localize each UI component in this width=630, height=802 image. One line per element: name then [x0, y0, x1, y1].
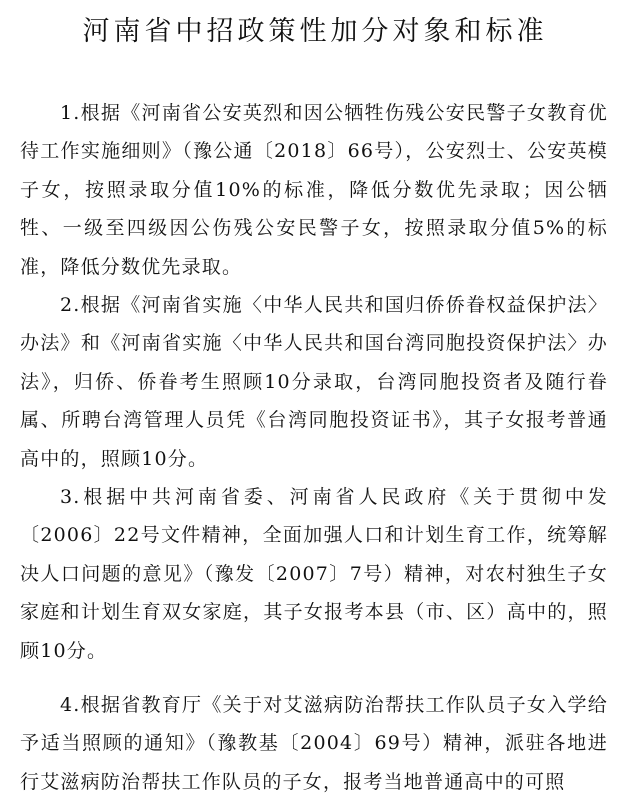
- paragraph-2: 2.根据《河南省实施〈中华人民共和国归侨侨眷权益保护法〉办法》和《河南省实施〈中华人民共和国台湾同胞投资保护法〉办法》，归侨、侨眷考生照顾10分录取，台湾同胞投资者及随行眷属、所聘台湾管理人员凭《台湾同胞投资证书》，其子女报考普通高中的，照顾10分。: [20, 294, 608, 470]
- paragraph-1: 1.根据《河南省公安英烈和因公牺牲伤残公安民警子女教育优待工作实施细则》（豫公通〔2018〕66号），公安烈士、公安英模子女，按照录取分值10%的标准，降低分数优先录取；因公牺牲、一级至四级因公伤残公安民警子女，按照录取分值5%的标准，降低分数优先录取。: [20, 102, 608, 278]
- document-title: 河南省中招政策性加分对象和标准: [82, 16, 548, 47]
- paragraph-4: 4.根据省教育厅《关于对艾滋病防治帮扶工作队员子女入学给予适当照顾的通知》（豫教基〔2004〕69号）精神，派驻各地进行艾滋病防治帮扶工作队员的子女，报考当地普通高中的可照: [20, 694, 608, 793]
- paragraph-3: 3.根据中共河南省委、河南省人民政府《关于贯彻中发〔2006〕22号文件精神，全面加强人口和计划生育工作，统筹解决人口问题的意见》（豫发〔2007〕7号）精神，对农村独生子女家庭和计划生育双女家庭，其子女报考本县（市、区）高中的，照顾10分。: [20, 486, 608, 662]
